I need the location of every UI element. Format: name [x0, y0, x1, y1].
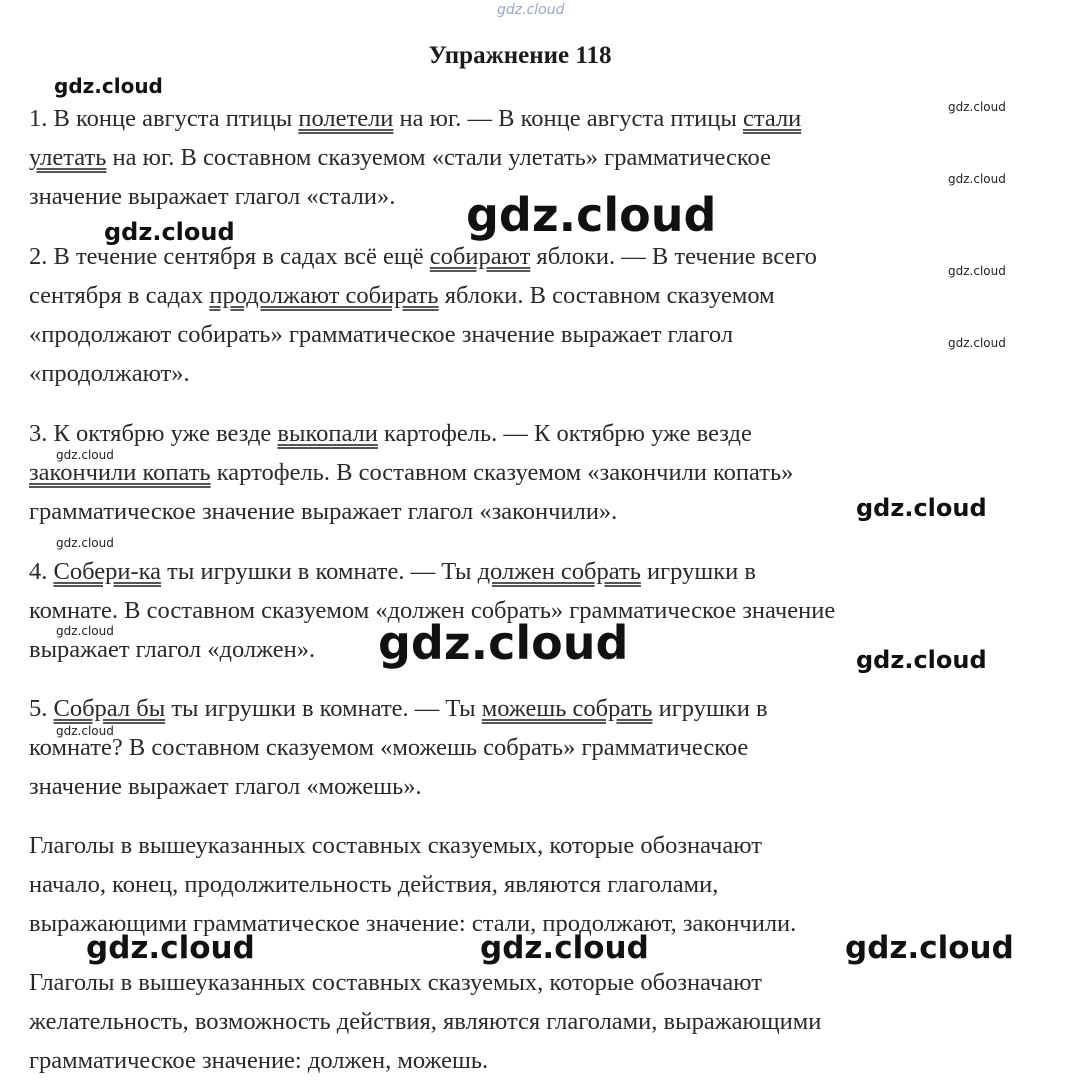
sentence-item-2 — [29, 237, 1039, 393]
watermark: gdz.cloud — [104, 218, 235, 246]
text-line: начало, конец, продолжительность действия, являются глаголами, — [29, 871, 719, 898]
underlined-predicate: выкопали — [277, 420, 378, 447]
text-line — [29, 138, 1039, 177]
text-segment: «продолжают собирать» грамматическое значение выражает глагол — [29, 321, 734, 348]
underlined-predicate: продолжают собирать — [209, 282, 439, 309]
text-segment: 4. — [29, 558, 54, 585]
text-segment: на юг. В составном сказуемом «стали улетать» грамматическое — [106, 144, 771, 171]
text-line: Глаголы в вышеуказанных составных сказуемых, которые обозначают — [29, 832, 762, 859]
text-line: Глаголы в вышеуказанных составных сказуемых, которые обозначают — [29, 969, 762, 996]
text-segment: картофель. В составном сказуемом «закончили копать» — [210, 459, 794, 486]
text-segment: картофель. — К октябрю уже везде — [377, 420, 752, 447]
conclusion-2 — [29, 963, 1039, 1080]
text-line: желательность, возможность действия, являются глаголами, выражающими — [29, 1008, 822, 1035]
text-line — [29, 414, 1039, 453]
text-line — [29, 728, 1039, 767]
watermark: gdz.cloud — [56, 624, 114, 638]
text-line — [29, 354, 1039, 393]
text-segment: на юг. — В конце августа птицы — [393, 105, 743, 132]
watermark: gdz.cloud — [856, 646, 987, 674]
text-segment: игрушки в — [640, 558, 756, 585]
underlined-predicate: можешь собрать — [481, 695, 653, 722]
watermark: gdz.cloud — [948, 264, 1006, 278]
text-segment: «продолжают». — [29, 360, 190, 387]
underlined-predicate: должен собрать — [477, 558, 641, 585]
watermark: gdz.cloud — [948, 336, 1006, 350]
text-line: грамматическое значение: должен, можешь. — [29, 1047, 489, 1074]
text-segment: значение выражает глагол «можешь». — [29, 773, 422, 800]
underlined-predicate: Собрал бы — [53, 695, 166, 722]
text-segment: комнате? В составном сказуемом «можешь собрать» грамматическое — [29, 734, 749, 761]
watermark: gdz.cloud — [948, 100, 1006, 114]
watermark: gdz.cloud — [378, 616, 629, 670]
text-line — [29, 689, 1039, 728]
underlined-predicate: закончили копать — [29, 459, 211, 486]
text-segment: грамматическое значение выражает глагол «закончили». — [29, 498, 618, 525]
text-segment: 3. К октябрю уже везде — [29, 420, 278, 447]
underlined-predicate: Собери-ка — [53, 558, 162, 585]
underlined-predicate: улетать — [29, 144, 107, 171]
watermark: gdz.cloud — [480, 930, 649, 966]
underlined-predicate: стали — [742, 105, 802, 132]
text-segment: яблоки. В составном сказуемом — [438, 282, 775, 309]
conclusion-1 — [29, 826, 1039, 943]
text-segment: значение выражает глагол «стали». — [29, 183, 396, 210]
text-line — [29, 453, 1039, 492]
underlined-predicate: собирают — [429, 243, 531, 270]
text-segment: игрушки в — [652, 695, 768, 722]
watermark: gdz.cloud — [56, 724, 114, 738]
underlined-predicate: полетели — [298, 105, 394, 132]
watermark: gdz.cloud — [466, 188, 717, 242]
exercise-title: Упражнение 118 — [428, 42, 612, 69]
text-line — [29, 315, 1039, 354]
text-segment: ты игрушки в комнате. — Ты — [165, 695, 482, 722]
text-segment: 2. В течение сентября в садах всё ещё — [29, 243, 430, 270]
text-segment: 5. — [29, 695, 54, 722]
text-line — [29, 767, 1039, 806]
text-segment: ты игрушки в комнате. — Ты — [161, 558, 478, 585]
watermark: gdz.cloud — [948, 172, 1006, 186]
sentence-item-5 — [29, 689, 1039, 806]
text-segment: выражает глагол «должен». — [29, 636, 316, 663]
watermark: gdz.cloud — [845, 930, 1014, 966]
watermark-top: gdz.cloud — [497, 2, 565, 18]
text-line: выражающими грамматическое значение: стали, продолжают, закончили. — [29, 910, 797, 937]
watermark: gdz.cloud — [86, 930, 255, 966]
text-segment: 1. В конце августа птицы — [29, 105, 299, 132]
watermark: gdz.cloud — [54, 74, 163, 98]
watermark: gdz.cloud — [856, 494, 987, 522]
text-segment: комнате. В составном сказуемом «должен собрать» грамматическое значение — [29, 597, 836, 624]
text-line — [29, 99, 1039, 138]
text-line — [29, 552, 1039, 591]
text-segment: сентября в садах — [29, 282, 210, 309]
watermark: gdz.cloud — [56, 536, 114, 550]
text-line — [29, 276, 1039, 315]
watermark: gdz.cloud — [56, 448, 114, 462]
text-segment: яблоки. — В течение всего — [530, 243, 817, 270]
